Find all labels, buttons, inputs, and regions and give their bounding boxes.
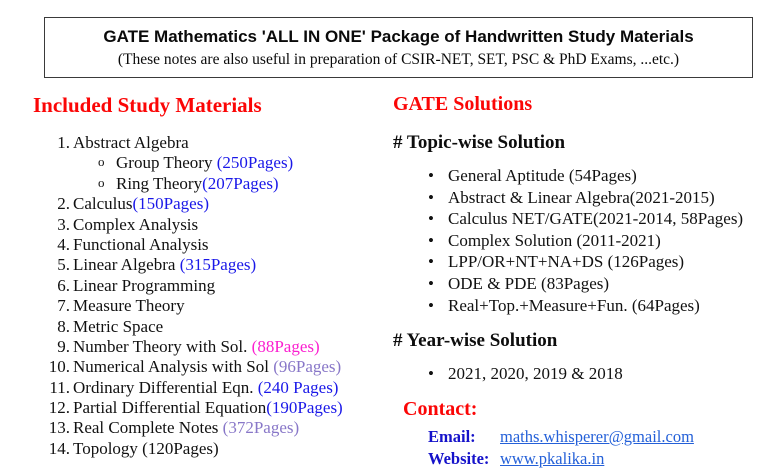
page-count: (372Pages) bbox=[222, 418, 300, 438]
year-wise-heading: # Year-wise Solution bbox=[393, 330, 558, 352]
list-item bbox=[33, 357, 383, 377]
item-title: Measure Theory bbox=[73, 296, 185, 316]
item-text bbox=[73, 255, 256, 275]
list-item bbox=[33, 439, 383, 459]
study-materials-list bbox=[33, 133, 383, 459]
topic-item-text: ODE & PDE (83Pages) bbox=[448, 273, 610, 293]
list-number: 11. bbox=[49, 377, 70, 397]
page-count: (150Pages) bbox=[132, 194, 209, 214]
list-item bbox=[33, 194, 383, 214]
list-item bbox=[33, 337, 383, 357]
list-item bbox=[33, 276, 383, 296]
contact-row-email bbox=[428, 426, 758, 448]
bullet-icon: • bbox=[428, 364, 434, 384]
item-text bbox=[73, 398, 343, 418]
topic-item bbox=[393, 165, 758, 187]
topic-item-text: Calculus NET/GATE(2021-2014, 58Pages) bbox=[448, 209, 744, 229]
item-title: Ordinary Differential Eqn. bbox=[73, 377, 258, 397]
topic-wise-heading: # Topic-wise Solution bbox=[393, 132, 566, 153]
list-number: 7. bbox=[57, 296, 70, 316]
contact-heading: Contact: bbox=[403, 397, 478, 420]
list-subitem bbox=[33, 153, 383, 173]
item-title: Group Theory bbox=[116, 153, 217, 173]
page-title: GATE Mathematics 'ALL IN ONE' Package of Handwritten Study Materials bbox=[103, 27, 694, 46]
list-item bbox=[33, 133, 383, 153]
page-count: (250Pages) bbox=[216, 153, 294, 173]
page-subtitle: (These notes are also useful in preparation of CSIR-NET, SET, PSC & PhD Exams, ...etc.) bbox=[117, 51, 680, 68]
header-box bbox=[44, 17, 753, 78]
list-item bbox=[33, 296, 383, 316]
page-count: (190Pages) bbox=[266, 398, 343, 418]
item-text bbox=[73, 133, 189, 153]
list-item bbox=[33, 378, 383, 398]
item-title: Metric Space bbox=[73, 316, 164, 336]
topic-item bbox=[393, 230, 758, 252]
list-item bbox=[33, 255, 383, 275]
list-number: 13. bbox=[48, 418, 70, 438]
list-number: 3. bbox=[57, 214, 70, 234]
item-text bbox=[73, 357, 341, 377]
list-subitem bbox=[33, 174, 383, 194]
item-text bbox=[73, 235, 209, 255]
topic-item bbox=[393, 251, 758, 273]
list-number: 9. bbox=[57, 336, 70, 356]
list-number: 12. bbox=[48, 398, 70, 418]
contact-row-website bbox=[428, 448, 758, 470]
contact-section bbox=[428, 426, 758, 470]
page-count: (88Pages) bbox=[251, 336, 320, 356]
list-item bbox=[33, 215, 383, 235]
website-link[interactable]: www.pkalika.in bbox=[500, 448, 605, 468]
list-number: 1. bbox=[57, 133, 70, 152]
year-list bbox=[393, 363, 758, 385]
website-label: Website: bbox=[428, 448, 490, 468]
item-title: Topology (120Pages) bbox=[73, 438, 219, 458]
item-text bbox=[116, 174, 279, 194]
item-title: Partial Differential Equation bbox=[73, 398, 267, 418]
item-text bbox=[73, 378, 338, 398]
item-title: Real Complete Notes bbox=[73, 418, 223, 438]
bullet-icon: • bbox=[428, 166, 434, 185]
year-item-text: 2021, 2020, 2019 & 2018 bbox=[448, 364, 623, 384]
item-text bbox=[73, 418, 299, 438]
item-text bbox=[73, 276, 215, 296]
item-text bbox=[73, 439, 219, 459]
item-title: Ring Theory bbox=[116, 173, 203, 193]
list-item bbox=[33, 418, 383, 438]
item-text bbox=[116, 153, 293, 173]
left-column bbox=[33, 93, 383, 459]
list-number: 14. bbox=[48, 438, 70, 458]
list-item bbox=[33, 398, 383, 418]
bullet-icon: • bbox=[428, 295, 434, 315]
bullet-icon: • bbox=[428, 230, 434, 250]
email-link[interactable]: maths.whisperer@gmail.com bbox=[500, 426, 694, 446]
list-number: 8. bbox=[57, 316, 70, 336]
list-number: 6. bbox=[57, 275, 70, 295]
topic-item-text: Complex Solution (2011-2021) bbox=[448, 230, 661, 250]
topic-item-text: Real+Top.+Measure+Fun. (64Pages) bbox=[448, 295, 700, 315]
item-title: Linear Algebra bbox=[73, 255, 180, 275]
item-text bbox=[73, 215, 198, 235]
item-text bbox=[73, 194, 209, 214]
gate-solutions-heading: GATE Solutions bbox=[393, 93, 533, 115]
topic-item bbox=[393, 295, 758, 317]
year-item bbox=[393, 363, 758, 385]
email-label: Email: bbox=[428, 426, 476, 446]
list-number: 10. bbox=[48, 357, 70, 377]
right-column bbox=[393, 93, 758, 470]
list-number: 5. bbox=[57, 255, 70, 275]
bullet-icon: • bbox=[428, 209, 434, 229]
item-title: Complex Analysis bbox=[73, 214, 199, 234]
item-title: Abstract Algebra bbox=[73, 133, 189, 152]
list-number: 2. bbox=[57, 194, 70, 214]
item-text bbox=[73, 337, 320, 357]
item-text bbox=[73, 296, 185, 316]
item-title: Calculus bbox=[73, 194, 133, 214]
topic-item bbox=[393, 208, 758, 230]
bullet-icon: • bbox=[428, 273, 434, 293]
item-title: Numerical Analysis with Sol bbox=[73, 357, 274, 377]
bullet-icon: • bbox=[428, 252, 434, 272]
list-item bbox=[33, 317, 383, 337]
item-title: Number Theory with Sol. bbox=[73, 336, 252, 356]
list-item bbox=[33, 235, 383, 255]
bullet-icon: • bbox=[428, 187, 434, 207]
item-title: Functional Analysis bbox=[73, 234, 209, 254]
topic-item-text: LPP/OR+NT+NA+DS (126Pages) bbox=[448, 252, 685, 272]
topic-item bbox=[393, 187, 758, 209]
circle-bullet-icon: o bbox=[98, 154, 105, 170]
circle-bullet-icon: o bbox=[98, 174, 105, 190]
page-count: (96Pages) bbox=[273, 357, 342, 377]
topic-item-text: General Aptitude (54Pages) bbox=[448, 166, 637, 185]
item-text bbox=[73, 317, 163, 337]
page-count: (315Pages) bbox=[179, 255, 257, 275]
topic-item-text: Abstract & Linear Algebra(2021-2015) bbox=[448, 187, 715, 207]
list-number: 4. bbox=[57, 234, 70, 254]
page-count: (207Pages) bbox=[202, 173, 279, 193]
topic-list bbox=[393, 165, 758, 316]
item-title: Linear Programming bbox=[73, 275, 216, 295]
page-count: (240 Pages) bbox=[257, 377, 339, 397]
topic-item bbox=[393, 273, 758, 295]
included-study-materials-heading: Included Study Materials bbox=[33, 93, 262, 117]
